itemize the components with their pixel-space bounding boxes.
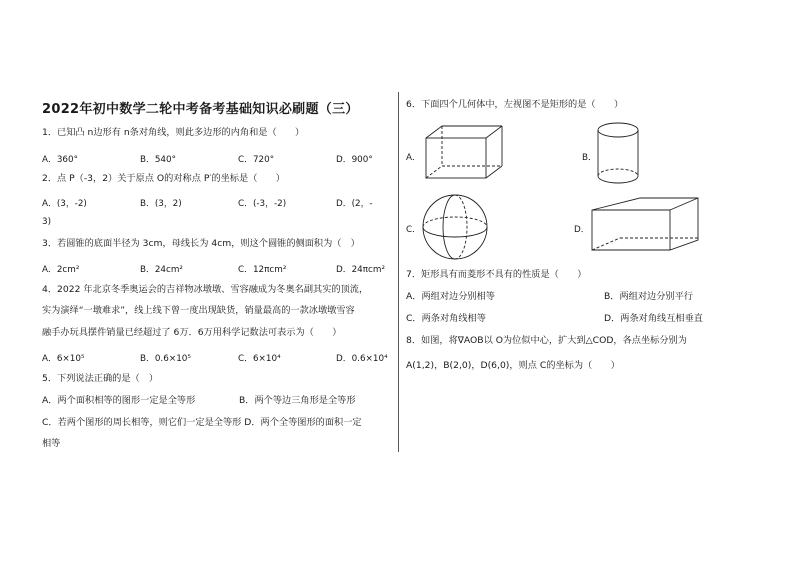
q6-label-d: D． [574,225,590,235]
cylinder-figure [596,120,646,186]
q2-option-d: D．(2，- [336,199,373,209]
q2-option-d-wrap: 3) [42,217,52,227]
q6-label-b: B． [582,153,597,163]
q1-option-c: C．720° [238,155,275,165]
q3-option-c: C．12πcm² [238,265,287,275]
q5-option-d-wrap: 相等 [42,438,61,449]
q6-stem: 6．下面四个几何体中，左视图不是矩形的是（ ） [406,99,624,110]
column-divider [398,92,399,452]
q8-line-1: 8．如图，将∇AOB以 O为位似中心，扩大到△COD，各点坐标分别为 [406,335,687,346]
q5-stem: 5．下列说法正确的是（ ） [42,373,159,384]
q7-option-d: D．两条对角线互相垂直 [604,313,703,324]
q3-stem: 3．若圆锥的底面半径为 3cm，母线长为 4cm，则这个圆锥的侧面积为（ ） [42,238,360,249]
q6-label-c: C． [406,225,421,235]
q2-stem: 2．点 P（-3，2）关于原点 O的对称点 P′的坐标是（ ） [42,173,285,184]
triangular-prism-figure [590,196,710,256]
q2-option-c: C．(-3，-2) [238,199,287,209]
q2-option-b: B．(3，2) [140,199,182,209]
q7-option-a: A．两组对边分别相等 [406,291,495,302]
q1-option-d: D．900° [336,155,373,165]
q4-line-3: 融手办玩具摆件销量已经超过了 6万．6万用科学记数法可表示为（ ） [42,327,342,338]
q8-line-2: A(1,2)，B(2,0)，D(6,0)，则点 C的坐标为（ ） [406,360,620,371]
q5-option-c-d: C．若两个图形的周长相等，则它们一定是全等形 D．两个全等图形的面积一定 [42,417,362,428]
q4-line-1: 4．2022 年北京冬季奥运会的吉祥物冰墩墩、雪容融成为冬奥名副其实的顶流， [42,284,369,295]
q1-option-b: B．540° [140,155,177,165]
q3-option-d: D．24πcm² [336,265,385,275]
q7-option-b: B．两组对边分别平行 [604,291,693,302]
q4-option-a: A．6×10⁵ [42,354,85,364]
q7-option-c: C．两条对角线相等 [406,313,486,324]
q5-option-b: B．两个等边三角形是全等形 [239,395,356,406]
q1-option-a: A．360° [42,155,79,165]
q4-option-d: D．0.6×10⁴ [336,354,388,364]
q7-stem: 7．矩形具有而菱形不具有的性质是（ ） [406,269,587,280]
q4-option-c: C．6×10⁴ [238,354,281,364]
q5-option-a: A．两个面积相等的图形一定是全等形 [42,395,196,406]
page-title: 2022年初中数学二轮中考备考基础知识必刷题（三） [42,102,359,117]
q4-option-b: B．0.6×10⁵ [140,354,191,364]
q3-option-b: B．24cm² [140,265,183,275]
sphere-figure [421,193,491,263]
rectangular-prism-figure [424,124,514,184]
q4-line-2: 实为演绎“一墩难求”，线上线下曾一度出现缺货，销量最高的一款冰墩墩雪容 [42,305,355,316]
q3-option-a: A．2cm² [42,265,80,275]
q6-label-a: A． [406,153,421,163]
q1-stem: 1．已知凸 n边形有 n条对角线，则此多边形的内角和是（ ） [42,127,305,138]
q2-option-a: A．(3，-2) [42,199,87,209]
